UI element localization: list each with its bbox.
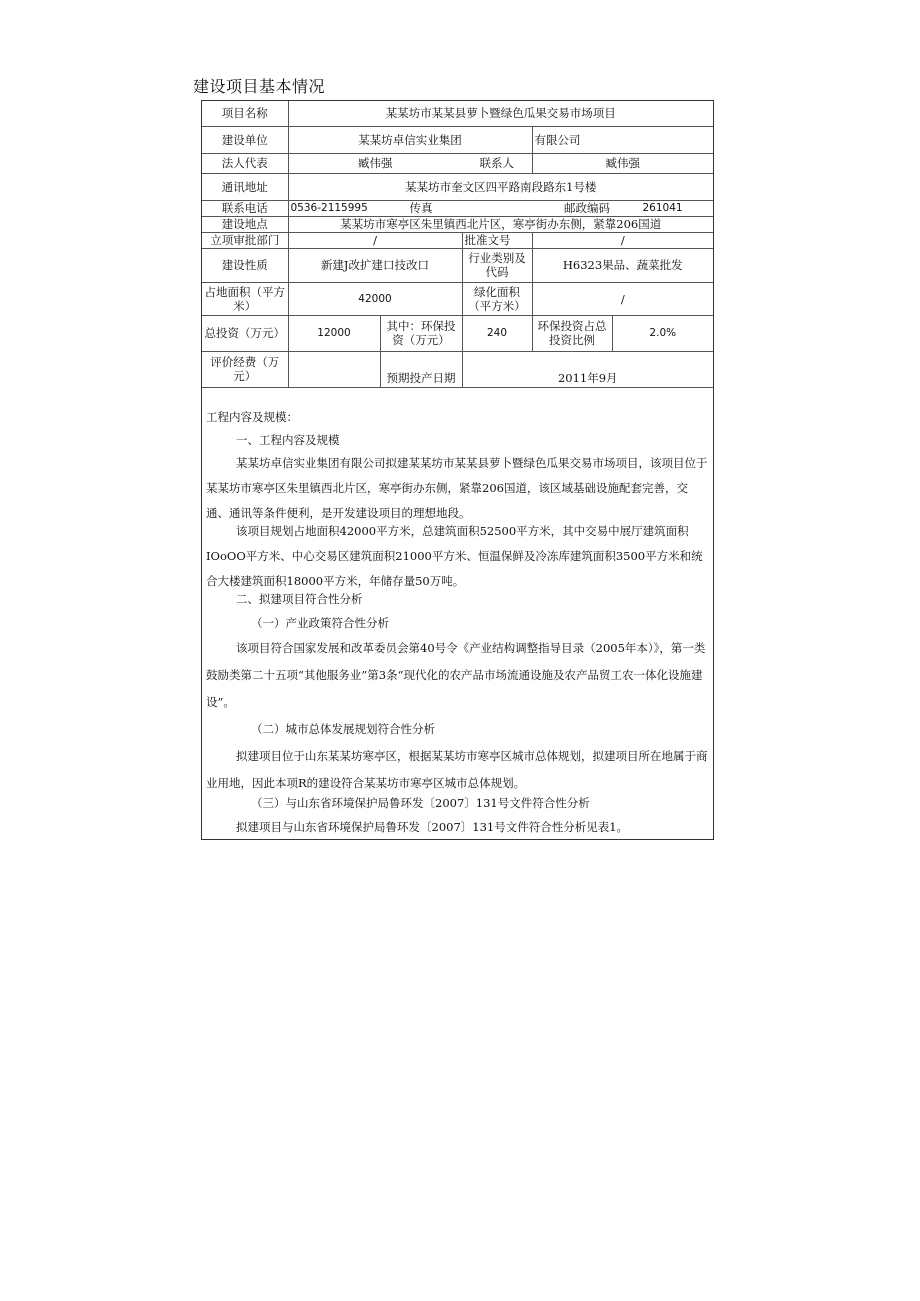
approval-dept-label: 立项审批部门 (202, 232, 288, 248)
green-value: / (532, 282, 713, 315)
postcode-label: 邮政编码 (462, 200, 612, 216)
project-info-form (201, 100, 714, 840)
heading-industry-policy: （一）产业政策符合性分析 (251, 616, 389, 630)
ratio-label: 环保投资占总投资比例 (532, 315, 612, 351)
phone-label: 联系电话 (202, 200, 288, 216)
ratio-value: 2.0% (612, 315, 713, 351)
table-row (202, 200, 713, 216)
table-row (202, 282, 713, 315)
nature-label: 建设性质 (202, 248, 288, 282)
address-value: 某某坊市奎文区四平路南段路东1号楼 (288, 173, 713, 200)
approval-no-value: / (532, 232, 713, 248)
project-name-value: 某某坊市某某县萝卜暨绿色瓜果交易市场项目 (288, 101, 713, 126)
contact-value: 臧伟强 (532, 153, 713, 173)
address-label: 通讯地址 (202, 173, 288, 200)
green-label: 绿化面积（平方米） (462, 282, 532, 315)
heading-compliance: 二、拟建项目符合性分析 (236, 592, 363, 606)
phone-value: 0536-2115995 (288, 200, 380, 216)
approval-no-label: 批准文号 (462, 232, 532, 248)
builder-suffix: 有限公司 (532, 126, 713, 153)
page-title: 建设项目基本情况 (193, 77, 326, 96)
table-row (202, 153, 713, 173)
table-row (202, 173, 713, 200)
legal-rep-value: 臧伟强 (288, 153, 462, 173)
paragraph-env-document: 拟建项目与山东省环境保护局鲁环发〔2007〕131号文件符合性分析见表1。 (236, 820, 629, 834)
nature-value: 新建J改扩建口技改口 (288, 248, 462, 282)
table-row (202, 248, 713, 282)
postcode-value: 261041 (612, 200, 713, 216)
basic-info-table (202, 101, 713, 388)
paragraph-scope-area: 该项目规划占地面积42000平方米，总建筑面积52500平方米，其中交易中展厅建筑面积IOoOO平方米、中心交易区建筑面积21000平方米、恒温保鲜及冷冻库建筑面积3500平方米和统合大楼建筑面积18000平方米，年储存量50万吨。 (206, 524, 703, 588)
eval-fee-value (288, 351, 380, 387)
heading-city-plan: （二）城市总体发展规划符合性分析 (251, 722, 435, 736)
industry-value: H6323果品、蔬菜批发 (532, 248, 713, 282)
eval-fee-label: 评价经费（万元） (202, 351, 288, 387)
approval-dept-value: / (288, 232, 462, 248)
heading-scope: 一、工程内容及规模 (236, 433, 340, 447)
paragraph-industry-policy: 该项目符合国家发展和改革委员会第40号令《产业结构调整指导目录（2005年本）》，第一类鼓励类第二十五项“其他服务业”第3条“现代化的农产品市场流通设施及农产品贸工农一体化设施建设”。 (206, 641, 706, 709)
area-value: 42000 (288, 282, 462, 315)
builder-label: 建设单位 (202, 126, 288, 153)
location-label: 建设地点 (202, 216, 288, 232)
industry-label: 行业类别及代码 (462, 248, 532, 282)
invest-label: 总投资（万元） (202, 315, 288, 351)
table-row (202, 126, 713, 153)
section-title: 工程内容及规模： (206, 410, 298, 424)
heading-env-document: （三）与山东省环境保护局鲁环发〔2007〕131号文件符合性分析 (251, 796, 590, 810)
invest-value: 12000 (288, 315, 380, 351)
project-name-label: 项目名称 (202, 101, 288, 126)
start-date-label: 预期投产日期 (380, 351, 462, 387)
env-invest-value: 240 (462, 315, 532, 351)
contact-label: 联系人 (462, 153, 532, 173)
table-row (202, 216, 713, 232)
fax-label: 传真 (380, 200, 462, 216)
table-row (202, 351, 713, 387)
legal-rep-label: 法人代表 (202, 153, 288, 173)
table-row (202, 232, 713, 248)
paragraph-scope-location: 某某坊卓信实业集团有限公司拟建某某坊市某某县萝卜暨绿色瓜果交易市场项目，该项目位于某某坊市寒亭区朱里镇西北片区，寒亭街办东侧，紧靠206国道，该区域基础设施配套完善，交通、通讯等条件便利，是开发建设项目的理想地段。 (206, 456, 708, 520)
builder-value: 某某坊卓信实业集团 (288, 126, 532, 153)
table-row (202, 315, 713, 351)
area-label: 占地面积（平方米） (202, 282, 288, 315)
env-invest-label: 其中：环保投资（万元） (380, 315, 462, 351)
paragraph-city-plan: 拟建项目位于山东某某坊寒亭区，根据某某坊市寒亭区城市总体规划，拟建项目所在地属于商业用地，因此本项R的建设符合某某坊市寒亭区城市总体规划。 (206, 749, 708, 790)
table-row (202, 101, 713, 126)
start-date-value: 2011年9月 (462, 351, 713, 387)
location-value: 某某坊市寒亭区朱里镇西北片区，寒亭街办东侧，紧靠206国道 (288, 216, 713, 232)
